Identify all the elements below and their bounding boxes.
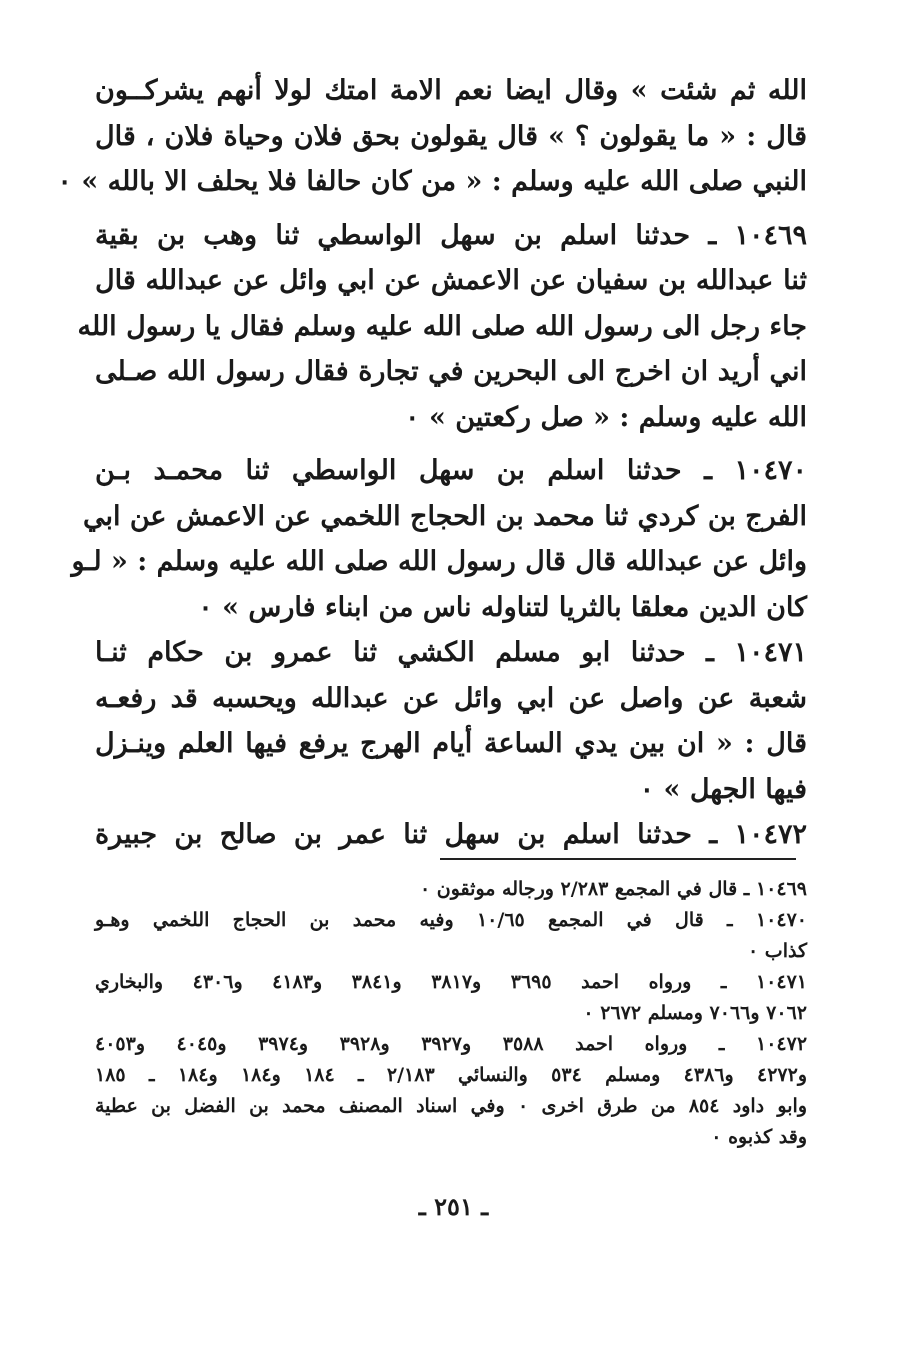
footnote-divider [440, 858, 796, 860]
footnote-line: ٧٠٦٢ و٧٠٦٦ ومسلم ٢٦٧٢ ٠ [583, 1002, 807, 1024]
text-line: النبي صلى الله عليه وسلم : « من كان حالفا فلا يحلف الا بالله » ٠ [57, 166, 807, 197]
page-number: ـ ٢٥١ ـ [418, 1192, 489, 1221]
footnote-line: وقد كذبوه ٠ [711, 1126, 807, 1148]
text-line: كان الدين معلقا بالثريا لتناوله ناس من ابناء فارس » ٠ [198, 591, 807, 623]
footnote-line: كذاب ٠ [747, 940, 807, 962]
text-line: الله ثم شئت » وقال ايضا نعم الامة امتك لولا أنهم يشركــون [95, 75, 807, 106]
text-line: اني أريد ان اخرج الى البحرين في تجارة فقال رسول الله صـلى [95, 356, 807, 387]
footnote-line: ١٠٤٦٩ ـ قال في المجمع ٢/٢٨٣ ورجاله موثقون ٠ [419, 878, 807, 900]
main-text [57, 68, 807, 858]
text-line: وائل عن عبدالله قال قال رسول الله صلى الله عليه وسلم : « لـو [71, 546, 807, 577]
text-line: فيها الجهل » ٠ [639, 773, 807, 805]
text-line: جاء رجل الى رسول الله صلى الله عليه وسلم فقال يا رسول الله [77, 310, 807, 342]
footnote-line: ١٠٤٧٠ ـ قال في المجمع ١٠/٦٥ وفيه محمد بن الحجاج اللخمي وهـو [95, 909, 807, 931]
text-line: الفرج بن كردي ثنا محمد بن الحجاج اللخمي عن الاعمش عن ابي [82, 500, 807, 532]
hadith-heading-10472: ١٠٤٧٢ ـ حدثنا اسلم بن سهل ثنا عمر بن صالح بن جبيرة [95, 819, 807, 850]
footnote-line: ١٠٤٧٢ ـ ورواه احمد ٣٥٨٨ و٣٩٢٧ و٣٩٢٨ و٣٩٧٤ و٤٠٤٥ و٤٠٥٣ [95, 1033, 808, 1055]
footnotes [95, 874, 807, 1153]
hadith-heading-10470: ١٠٤٧٠ ـ حدثنا اسلم بن سهل الواسطي ثنا محمـد بـن [95, 455, 807, 486]
hadith-heading-10471: ١٠٤٧١ ـ حدثنا ابو مسلم الكشي ثنا عمرو بن حكام ثنـا [95, 637, 807, 668]
text-line: الله عليه وسلم : « صل ركعتين » ٠ [405, 401, 807, 433]
footnote-line: ١٠٤٧١ ـ ورواه احمد ٣٦٩٥ و٣٨١٧ و٣٨٤١ و٤١٨٣ و٤٣٠٦ والبخاري [95, 971, 807, 993]
text-line: قال : « ان بين يدي الساعة أيام الهرج يرفع فيها العلم وينـزل [95, 728, 807, 759]
hadith-heading-10469: ١٠٤٦٩ ـ حدثنا اسلم بن سهل الواسطي ثنا وهب بن بقية [95, 219, 807, 251]
footnote-line: و٤٢٧٢ و٤٣٨٦ ومسلم ٥٣٤ والنسائي ٢/١٨٣ ـ ١٨٤ و١٨٤ و١٨٤ ـ ١٨٥ [95, 1064, 807, 1086]
footnote-line: وابو داود ٨٥٤ من طرق اخرى ٠ وفي اسناد المصنف محمد بن الفضل بن عطية [95, 1095, 807, 1117]
text-line: شعبة عن واصل عن ابي وائل عن عبدالله ويحسبه قد رفعـه [95, 682, 807, 714]
text-line: ثنا عبدالله بن سفيان عن الاعمش عن ابي وائل عن عبدالله قال [95, 265, 807, 296]
text-line: قال : « ما يقولون ؟ » قال يقولون بحق فلان وحياة فلان ، قال [95, 120, 807, 152]
